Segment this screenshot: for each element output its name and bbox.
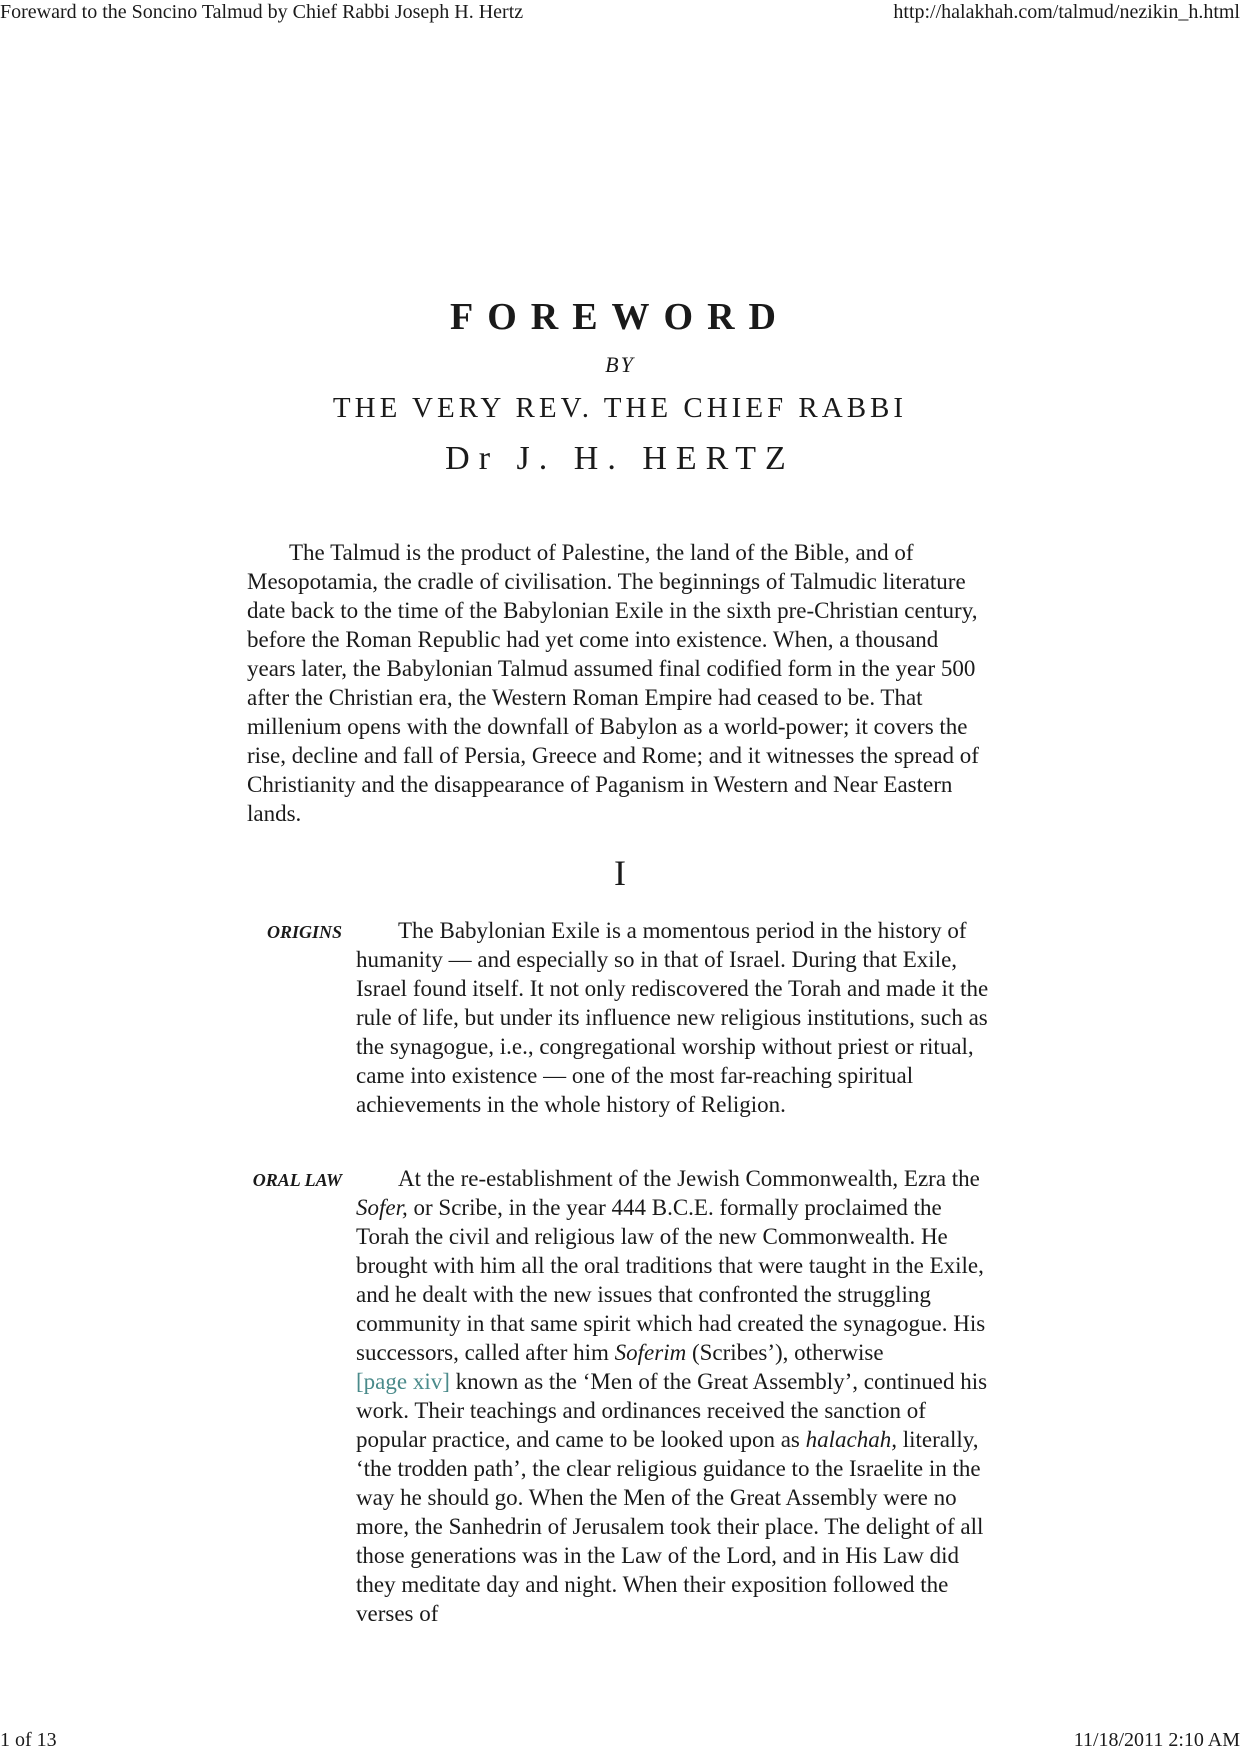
section-numeral: I	[614, 853, 626, 893]
chief-rabbi-line: THE VERY REV. THE CHIEF RABBI	[332, 392, 908, 424]
oral-law-text-1: At the re-establishment of the Jewish Commonwealth, Ezra the	[398, 1166, 980, 1191]
oral-law-paragraph	[356, 1164, 996, 1628]
oral-law-margin-label: ORAL LAW	[252, 1170, 342, 1190]
oral-law-text-2: or Scribe, in the year 444 B.C.E. formally proclaimed the Torah the civil and religious law of the new Commonwealth. He brought with him all the oral traditions that were taught in the Exile, and he dealt with the new issues that confronted the struggling community in that same spirit which had created the synagogue. His successors, called after him	[356, 1195, 986, 1365]
oral-law-text-3: (Scribes’), otherwise	[686, 1340, 884, 1365]
page-reference-link[interactable]: [page xiv]	[356, 1369, 450, 1394]
soferim-term: Soferim	[614, 1340, 687, 1365]
foreword-title: FOREWORD	[450, 296, 790, 338]
oral-law-text-4: known as the ‘Men of the Great Assembly’, continued his work. Their teachings and ordinances received the sanction of popular practice, and came to be looked upon as	[356, 1369, 988, 1452]
origins-margin-label: ORIGINS	[266, 922, 342, 942]
sofer-term: Sofer,	[356, 1195, 408, 1220]
browser-page-title: Foreward to the Soncino Talmud by Chief Rabbi Joseph H. Hertz	[0, 1, 524, 23]
print-datetime: 11/18/2011 2:10 AM	[1073, 1729, 1240, 1751]
origins-paragraph: The Babylonian Exile is a momentous period in the history of humanity — and especially so in that of Israel. During that Exile, Israel found itself. It not only rediscovered the Torah and made it the rule of life, but under its influence new religious institutions, such as the synagogue, i.e., congregational worship without priest or ritual, came into existence — one of the most far-reaching spiritual achievements in the whole history of Religion.	[356, 918, 989, 1117]
oral-law-text-5: literally, ‘the trodden path’, the clear religious guidance to the Israelite in the way he should go. When the Men of the Great Assembly were no more, the Sanhedrin of Jerusalem took their place. The delight of all those generations was in the Law of the Lord, and in His Law did they meditate day and night. When their exposition followed the verses of	[356, 1427, 984, 1626]
by-line: BY	[605, 352, 635, 377]
page-url: http://halakhah.com/talmud/nezikin_h.html	[893, 1, 1240, 23]
intro-paragraph: The Talmud is the product of Palestine, the land of the Bible, and of Mesopotamia, the cradle of civilisation. The beginnings of Talmudic literature date back to the time of the Babylonian Exile in the sixth pre-Christian century, before the Roman Republic had yet come into existence. When, a thousand years later, the Babylonian Talmud assumed final codified form in the year 500 after the Christian era, the Western Roman Empire had ceased to be. That millenium opens with the downfall of Babylon as a world-power; it covers the rise, decline and fall of Persia, Greece and Rome; and it witnesses the spread of Christianity and the disappearance of Paganism in Western and Near Eastern lands.	[247, 540, 979, 826]
author-name: Dr J. H. HERTZ	[445, 440, 795, 477]
halachah-term: halachah,	[805, 1427, 897, 1452]
page-counter: 1 of 13	[0, 1729, 57, 1751]
